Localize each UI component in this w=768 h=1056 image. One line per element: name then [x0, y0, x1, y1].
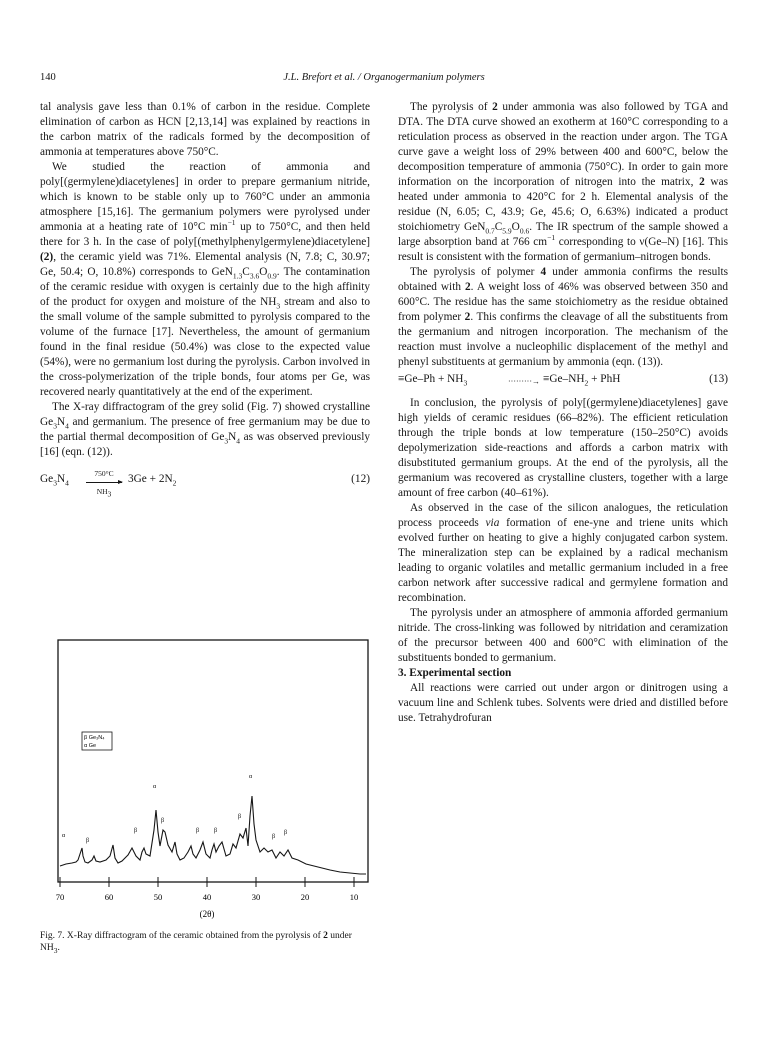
tick-label: 70: [55, 892, 65, 902]
figure-7-xrd: [40, 620, 370, 940]
peak-marker: β: [134, 828, 138, 834]
tick-label: 20: [300, 892, 310, 902]
peak-marker: β: [284, 830, 288, 836]
paragraph: In conclusion, the pyrolysis of poly[(germylene)diacetylenes] gave high yields of ceramic residues (66–82%). The efficient reticulation through the triple bonds at low temperature (150–250°C) avoids depolymerization side-reactions and affords a carbon matrix with disubstituted germanium groups. At the end of the pyrolysis, all the germanium was recovered as crystalline clusters, together with a large amount of free carbon (40–61%).: [398, 397, 728, 499]
page-number: 140: [40, 72, 56, 83]
figure-caption: Fig. 7. X-Ray diffractogram of the ceramic obtained from the pyrolysis of 2 under $NH_3$.: [40, 931, 352, 955]
paragraph: As observed in the case of the silicon analogues, the reticulation process proceeds via formation of ene-yne and triene units which evolved further on heating to give a highly conjugated carbon system. The mineralization step can be explained by a radical mechanism leading to organic volatiles and metallic germanium included in a free carbon network after successive radical and germylene formation and recombination.: [398, 502, 728, 604]
paragraph: tal analysis gave less than 0.1% of carbon in the residue. Complete elimination of carbon as HCN [2,13,14] was explained by reactions in the carbon matrix of the radicals formed by the decomposition of ammonia at temperatures above 750°C.: [40, 101, 370, 158]
peak-marker: β: [86, 838, 90, 844]
peak-marker: β: [161, 818, 165, 824]
tick-label: 30: [251, 892, 261, 902]
legend-entry: α Ge: [84, 743, 97, 749]
equation-number: (12): [351, 473, 370, 485]
dotted-arrow: ·········→: [508, 377, 540, 386]
legend-entry: β Ge₃N₄: [84, 735, 105, 741]
left-column: [40, 100, 370, 512]
peak-marker: β: [238, 814, 242, 820]
tick-label: 50: [153, 892, 163, 902]
equation-12: $Ge_3N_4$ 750°C $NH_3$ $3Ge + 2N_2$ (12): [40, 472, 370, 512]
peak-marker: α: [153, 784, 157, 790]
section-heading: 3. Experimental section: [398, 667, 512, 679]
equation-number: (13): [709, 373, 728, 385]
right-column: [398, 100, 728, 726]
paragraph: The pyrolysis of polymer 4 under ammonia confirms the results obtained with 2. A weight loss of 46% was observed between 350 and 600°C. The residue has the same stoichiometry as the residue obtained from polymer 2. This confirms the cleavage of all the substituents from the germanium and nitrogen incorporation. The mechanism of the reaction must involve a nucleophilic displacement of the methyl and phenyl substituents at germanium by ammonia (eqn. (13)).: [398, 266, 728, 368]
xrd-plot: [40, 620, 370, 930]
paragraph: The X-ray diffractogram of the grey solid (Fig. 7) showed crystalline $Ge_3N_4$ and germanium. The presence of free germanium may be due to the partial thermal decomposition of $Ge_3N_4$ as was observed previously [16] (eqn. (12)).: [40, 401, 370, 458]
tick-label: 10: [349, 892, 359, 902]
peak-marker: β: [272, 834, 276, 840]
peak-marker: α: [249, 774, 253, 780]
tick-label: 40: [202, 892, 212, 902]
reaction-arrow: 750°C $NH_3$: [86, 466, 122, 499]
paragraph: The pyrolysis under an atmosphere of ammonia afforded germanium nitride. The cross-linking was followed by nitridation and ceramization of the precursor between 400 and 600°C with elimination of the substituents bonded to germanium.: [398, 607, 728, 664]
paragraph: All reactions were carried out under argon or dinitrogen using a vacuum line and Schlenk tubes. Solvents were dried and distilled before use. Tetrahydrofuran: [398, 682, 728, 724]
equation-13: $\equiv Ge-Ph + NH_3$ ·········→ $\equiv Ge-NH_2$ + PhH (13): [398, 373, 728, 388]
x-axis-tick-labels: [56, 892, 359, 902]
peak-marker: β: [214, 828, 218, 834]
paragraph: We studied the reaction of ammonia and poly[(germylene)diacetylenes] in order to prepare germanium nitride, which is known to be stable only up to 760°C under an ammonia atmosphere [15,16]. The germanium polymers were pyrolysed under ammonia at a heating rate of 10°C $\min^{-1}$ up to 750°C, and then held there for 3 h. In the case of poly[(methylphenylgermylene)diacetylene] (2), the ceramic yield was 71%. Elemental analysis (N, 7.8; C, 30.97; Ge, 50.4; O, 10.8%) corresponds to $GeN_{1.3}C_{3.6}O_{0.9}$. The contamination of the ceramic residue with oxygen is certainly due to the high affinity of the product for oxygen and moisture of the $NH_3$ stream and also to the small volume of the sample submitted to pyrolysis compared to the volume of the furnace [17]. Nevertheless, the amount of germanium found in the final residue (50.4%) was close to the expected value (54%), were no germanium lost during the pyrolysis. Carbon involved in the cross-polymerization of the triple bonds, four atoms per Ge, was recovered nearly quantitatively at the end of the experiment.: [40, 161, 370, 398]
page-header: [40, 72, 728, 86]
running-head: J.L. Brefort et al. / Organogermanium polymers: [283, 72, 485, 83]
peak-marker: β: [196, 828, 200, 834]
paragraph: The pyrolysis of 2 under ammonia was also followed by TGA and DTA. The DTA curve showed an exotherm at 160°C corresponding to a reticulation process as observed in the reaction under argon. The TGA curve gave a weight loss of 29% between 400 and 600°C, below the decomposition temperature of ammonia (750°C). In order to gain more information on the incorporation of nitrogen into the matrix, 2 was heated under ammonia to 420°C for 2 h. Elemental analysis of the residue (N, 6.05; C, 43.9; Ge, 45.6; O, 6.63%) indicated a product stoichiometry $GeN_{0.7}C_{5.9}O_{0.6}$. The IR spectrum of the sample showed a large absorption band at 766 $cm^{-1}$ corresponding to ν(Ge–N) [16]. This result is consistent with the formation of germanium–nitrogen bonds.: [398, 101, 728, 263]
x-axis-label: (2θ): [199, 909, 215, 919]
tick-label: 60: [104, 892, 114, 902]
diffractogram-trace: [60, 796, 366, 874]
peak-marker: α: [62, 833, 66, 839]
